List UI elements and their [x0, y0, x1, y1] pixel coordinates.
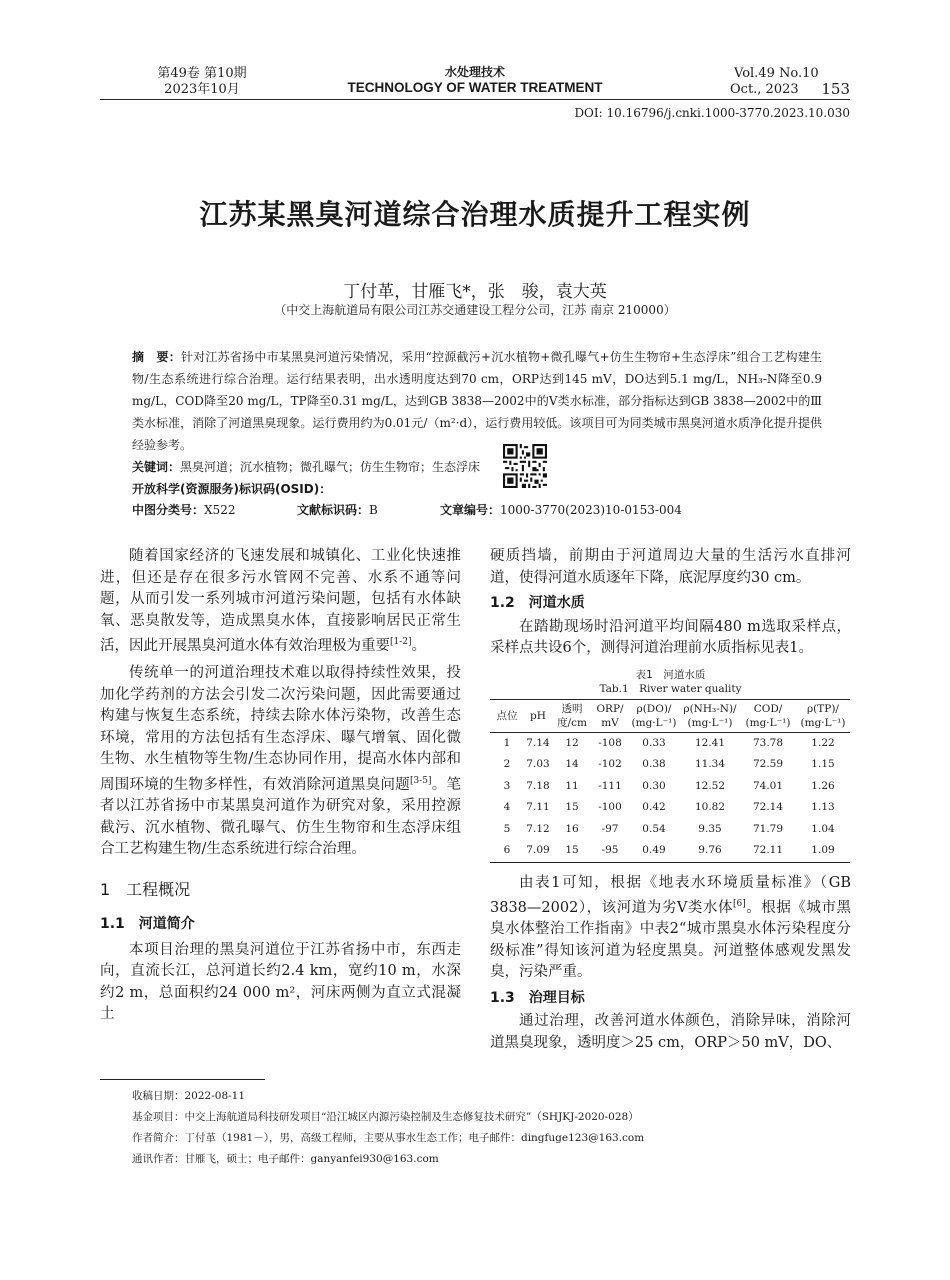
section-heading-1-1: 1.1 河道简介 [100, 916, 195, 933]
article-title: 江苏某黑臭河道综合治理水质提升工程实例 [199, 198, 751, 231]
journal-name-cn: 水处理技术 [444, 65, 505, 79]
volume-issue-en: Vol.49 No.10 [734, 66, 819, 81]
water-quality-table [490, 699, 850, 863]
col-header-site: 点位 [496, 709, 518, 722]
col-header-do: ρ(DO)/ (mg·L⁻¹) [631, 702, 677, 729]
corresponding-author: 通讯作者：甘雁飞，硕士；电子邮件：ganyanfei930@163.com [132, 1153, 439, 1165]
fund-info: 基金项目：中交上海航道局科技研发项目“沿江城区内源污染控制及生态修复技术研究”（SHJKJ-2020-028） [132, 1111, 639, 1123]
col-header-orp: ORP/ mV [596, 702, 624, 729]
keywords [132, 456, 502, 478]
doi[interactable]: DOI: 10.16796/j.cnki.1000-3770.2023.10.030 [574, 106, 850, 120]
classification-line [132, 499, 822, 521]
col-header-transparency: 透明 度/cm [557, 702, 587, 729]
river-intro-paragraph: 本项目治理的黑臭河道位于江苏省扬中市，东西走向，直流长江，总河道长约2.4 km，宽约10 m，水深约2 m，总面积约24 000 m²，河床两侧为直立式混凝土 [100, 941, 461, 1023]
doc-code-field: 文献标识码：B [297, 503, 378, 517]
table-row: 4 7.11 15 -100 0.42 10.82 72.14 1.13 [503, 801, 835, 813]
water-quality-paragraph: 在踏勘现场时沿河道平均间隔480 m选取采样点，采样点共设6个，测得河道治理前水质指标见表1。 [490, 618, 851, 656]
authors: 丁付革，甘雁飞*，张 骏，袁大英 [343, 282, 607, 302]
date-en: Oct., 2023 [730, 82, 799, 97]
citation[interactable]: [3-5] [409, 775, 432, 786]
table-row: 3 7.18 11 -111 0.30 12.52 74.01 1.26 [503, 779, 835, 792]
clc-field: 中图分类号：X522 [132, 503, 236, 517]
intro-paragraph-2: 传统单一的河道治理技术难以取得持续性效果，投加化学药剂的方法会引发二次污染问题，因此需要通过构建与恢复生态系统，持续去除水体污染物，改善生态环境，常用的方法包括有生态浮床、曝气增氧、固化微生物、水生植物等生物/生态协同作用，提高水体内部和周围环境的生物多样性，有效消除河道黑臭问题[3-5]。笔者以江苏省扬中市某黑臭河道作为研究对象，采用控源截污、沉水植物、微孔曝气、仿生生物帘和生态浮床组合工艺构建生物/生态系统进行综合治理。 [100, 665, 462, 858]
citation[interactable]: [1-2] [390, 637, 412, 647]
col-header-tp: ρ(TP)/ (mg·L⁻¹) [800, 702, 846, 729]
target-paragraph: 通过治理，改善河道水体颜色，消除异味，消除河道黑臭现象，透明度＞25 cm，ORP＞50 mV，DO、 [490, 1013, 851, 1051]
classification-paragraph: 由表1可知，根据《地表水环境质量标准》（GB 3838—2002），该河道为劣V类水体[6]。根据《城市黑臭水体整治工作指南》中表2“城市黑臭水体污染程度分级标准”得知该河道为轻度黑臭。河道整体感观发黑发臭，污染严重。 [490, 874, 851, 981]
osid-label: 开放科学(资源服务)标识码(OSID)： [132, 482, 332, 496]
header-right [720, 66, 850, 98]
section-heading-1: 1 工程概况 [100, 879, 191, 899]
citation[interactable]: [6] [732, 899, 746, 909]
footnote-rule [100, 1079, 265, 1080]
table-row: 5 7.12 16 -97 0.54 9.35 71.79 1.04 [503, 822, 835, 835]
table-caption-cn: 表1 河道水质 [635, 668, 706, 681]
volume-issue-cn: 第49卷 第10期 [157, 66, 247, 81]
abstract-text: 针对江苏省扬中市某黑臭河道污染情况，采用“控源截污+沉水植物+微孔曝气+仿生生物帘+生态浮床”组合工艺构建生物/生态系统进行综合治理。运行结果表明，出水透明度达到70 cm，ORP达到145 mV，DO达到5.1 mg/L，NH₃-N降至0.9 mg/L，COD降至20 mg/L，TP降至0.31 mg/L，达到GB 3838—2002中的V类水标准，部分指标达到GB 3838—2002中的Ⅲ类水标准，消除了河道黑臭现象。运行费用约为0.01元/（m²·d），运行费用较低。该项目可为同类城市黑臭河道水质净化提升提供经验参考。 [132, 350, 822, 452]
right-column [490, 546, 851, 1054]
keywords-label: 关键词： [132, 460, 181, 474]
article-number-field: 文章编号：1000-3770(2023)10-0153-004 [440, 503, 682, 517]
col-header-nh3n: ρ(NH₃-N)/ (mg·L⁻¹) [683, 702, 737, 729]
table-header-row [490, 699, 850, 732]
header-left [132, 66, 272, 98]
page-number: 153 [821, 80, 850, 98]
table-row: 6 7.09 15 -95 0.49 9.76 72.11 1.09 [503, 844, 835, 856]
section-heading-1-2: 1.2 河道水质 [490, 595, 585, 611]
date-cn: 2023年10月 [164, 82, 240, 97]
header-center [325, 64, 625, 96]
section-heading-1-3: 1.3 治理目标 [490, 989, 585, 1006]
col-header-ph: pH [530, 709, 546, 722]
col-header-cod: COD/ (mg·L⁻¹) [745, 702, 791, 729]
abstract [132, 346, 822, 456]
received-date: 收稿日期：2022-08-11 [132, 1090, 246, 1102]
table-row: 1 7.14 12 -108 0.33 12.41 73.78 1.22 [503, 736, 835, 749]
intro-paragraph-1: 随着国家经济的飞速发展和城镇化、工业化快速推进，但还是存在很多污水管网不完善、水系不通等问题，从而引发一系列城市河道污染问题，包括有水体缺氧、恶臭散发等，造成黑臭水体，直接影响居民正常生活，因此开展黑臭河道水体有效治理极为重要[1-2]。 [100, 548, 461, 654]
keywords-text: 黑臭河道；沉水植物；微孔曝气；仿生生物帘；生态浮床 [180, 460, 481, 474]
author-bio: 作者简介：丁付革（1981－），男，高级工程师，主要从事水生态工作；电子邮件：dingfuge123@163.com [132, 1132, 645, 1144]
table-body [490, 732, 850, 862]
affiliation: （中交上海航道局有限公司江苏交通建设工程分公司，江苏 南京 210000） [274, 303, 676, 317]
header-rule [100, 99, 850, 100]
left-column [100, 546, 461, 1026]
qr-code-icon[interactable] [503, 444, 547, 488]
journal-name-en: TECHNOLOGY OF WATER TREATMENT [347, 80, 603, 95]
footnotes [132, 1086, 850, 1170]
table-row: 2 7.03 14 -102 0.38 11.34 72.59 1.15 [503, 758, 835, 770]
abstract-label: 摘 要： [132, 350, 181, 364]
osid-line [132, 478, 492, 500]
river-intro-continued: 硬质挡墙，前期由于河道周边大量的生活污水直排河道，使得河道水质逐年下降，底泥厚度约30 cm。 [490, 548, 851, 586]
table-caption-en: Tab.1 River water quality [599, 682, 742, 695]
